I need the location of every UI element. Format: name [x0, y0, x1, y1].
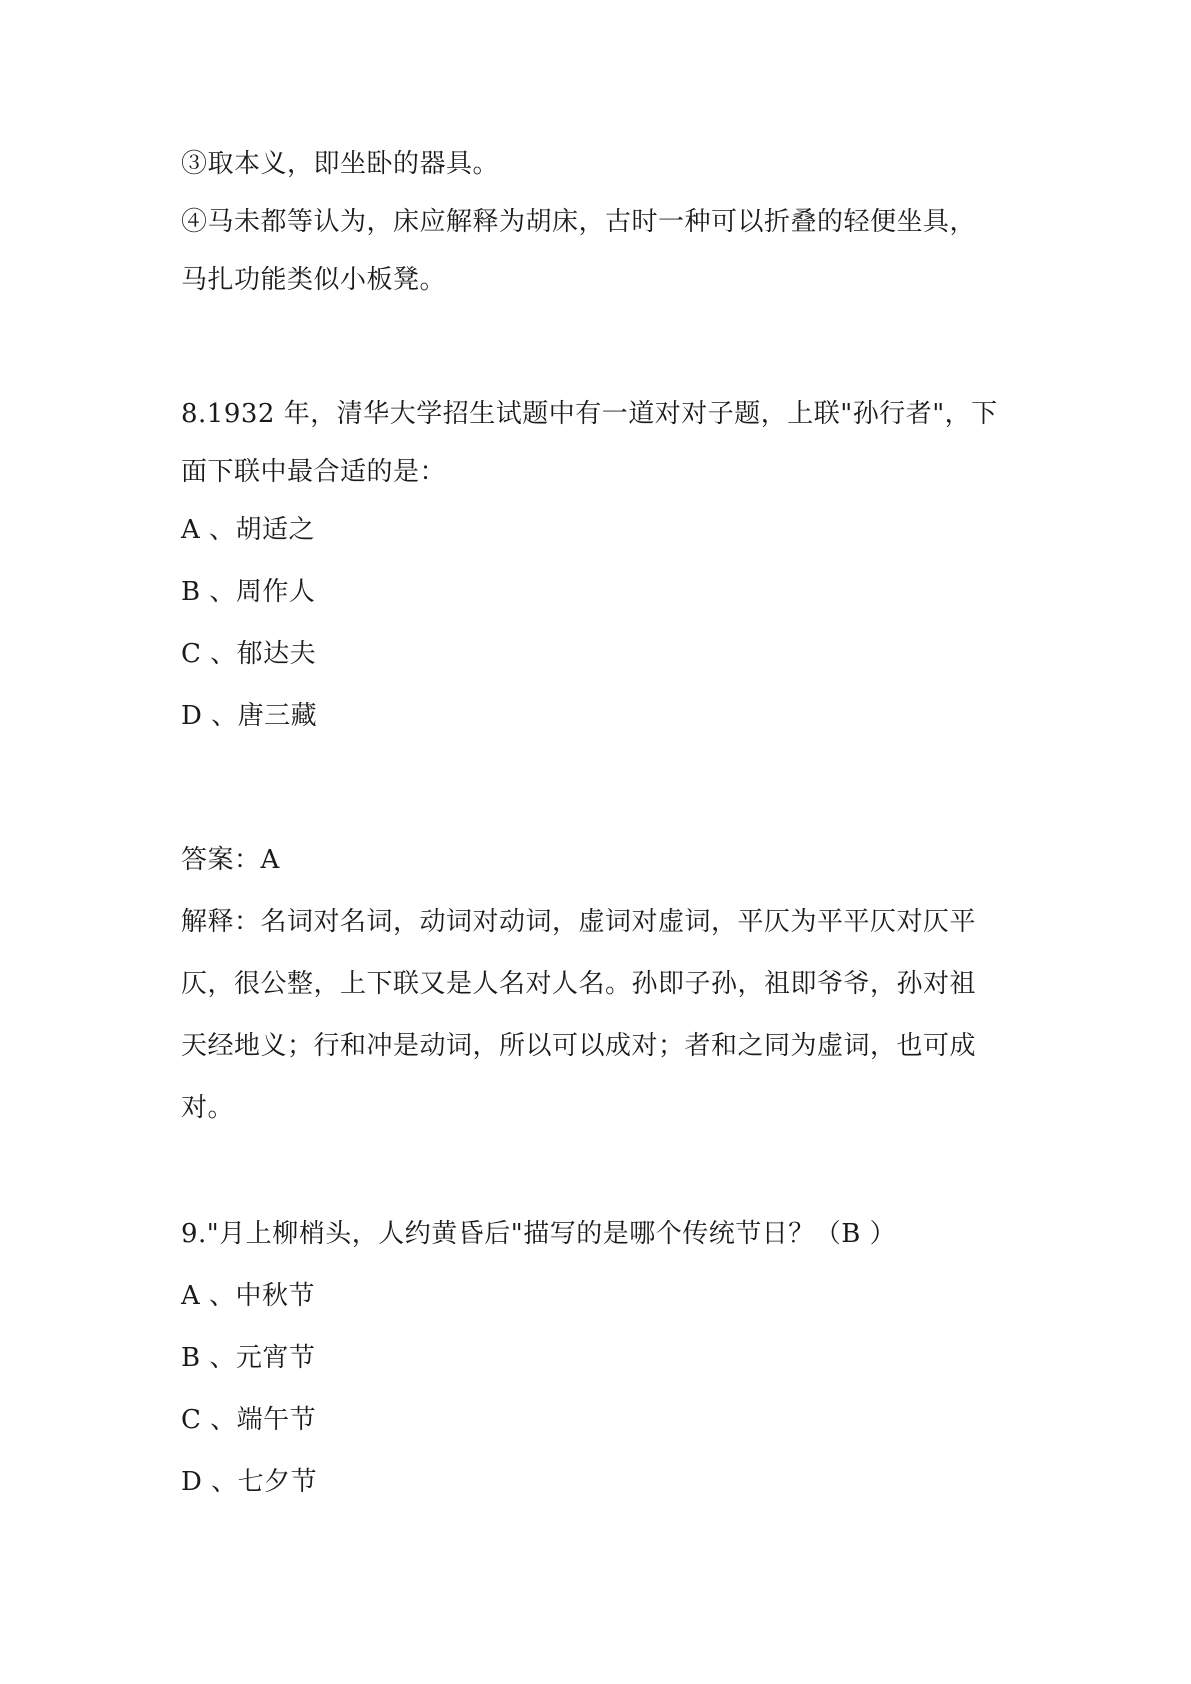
q8-question-line-2: 面下联中最合适的是：	[181, 457, 447, 487]
q8-option-d: D 、唐三藏	[181, 701, 318, 731]
item7-option-4-line-2: 马扎功能类似小板凳。	[181, 265, 447, 295]
item7-option-3: ③取本义，即坐卧的器具。	[181, 149, 500, 179]
q9-option-d: D 、七夕节	[181, 1467, 318, 1497]
q8-explanation-line-2: 仄，很公整，上下联又是人名对人名。孙即子孙，祖即爷爷，孙对祖	[181, 969, 977, 999]
q9-option-b: B 、元宵节	[181, 1343, 316, 1373]
q8-explanation-line-3: 天经地义；行和冲是动词，所以可以成对；者和之同为虚词，也可成	[181, 1031, 977, 1061]
q8-explanation-line-1: 解释：名词对名词，动词对动词，虚词对虚词，平仄为平平仄对仄平	[181, 907, 977, 937]
q9-question: 9."月上柳梢头，人约黄昏后"描写的是哪个传统节日？（B ）	[181, 1219, 897, 1249]
q8-option-b: B 、周作人	[181, 577, 316, 607]
item7-option-4-line-1: ④马未都等认为，床应解释为胡床，古时一种可以折叠的轻便坐具，	[181, 207, 977, 237]
q9-option-c: C 、端午节	[181, 1405, 317, 1435]
q8-question-line-1: 8.1932 年，清华大学招生试题中有一道对对子题，上联"孙行者"，下	[181, 399, 998, 429]
q9-option-a: A 、中秋节	[181, 1281, 316, 1311]
q8-option-a: A 、胡适之	[181, 515, 316, 545]
q8-option-c: C 、郁达夫	[181, 639, 317, 669]
q8-explanation-line-4: 对。	[181, 1093, 235, 1123]
q8-answer: 答案：A	[181, 845, 280, 875]
